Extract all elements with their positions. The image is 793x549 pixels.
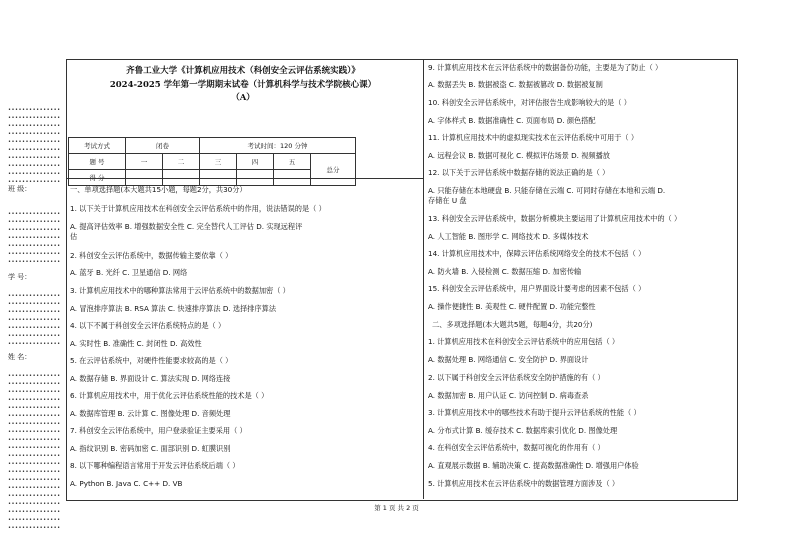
multi-options-1: A. 数据处理 B. 网络通信 C. 安全防护 D. 界面设计: [428, 355, 589, 364]
question-11: 11. 计算机应用技术中的虚拟现实技术在云评估系统中可用于（ ）: [428, 133, 639, 142]
multi-question-2: 2. 以下属于科创安全云评估系统安全防护措施的有（ ）: [428, 373, 605, 382]
question-1: 1. 以下关于计算机应用技术在科创安全云评估系统中的作用，说法错误的是（ ）: [70, 204, 326, 213]
question-6: 6. 计算机应用技术中，用于优化云评估系统性能的技术是（ ）: [70, 391, 269, 400]
page-footer: 第 1 页 共 2 页: [374, 504, 419, 512]
exam-title-line2: 2024-2025 学年第一学期期末试卷（计算机科学与技术学院核心课）: [109, 80, 377, 90]
options-6: A. 数据库管理 B. 云计算 C. 图像处理 D. 音频处理: [70, 409, 231, 418]
exam-time: 考试时间：120 分钟: [200, 138, 356, 154]
binding-line-dots: ••••••••••••••• ••••••••••••••• ••••••••••••••• ••••••••••••••• ••••••••••••••• ••••••••••••••• •••••••••••••••: [8, 293, 61, 347]
options-4: A. 实时性 B. 准确性 C. 封闭性 D. 高效性: [70, 339, 202, 348]
options-13: A. 人工智能 B. 图形学 C. 网络技术 D. 多媒体技术: [428, 232, 589, 241]
exam-title-line3: （A）: [231, 93, 255, 103]
score-label: 得 分: [69, 170, 126, 186]
options-9: A. 数据丢失 B. 数据被盗 C. 数据被篡改 D. 数据被复制: [428, 80, 603, 89]
multi-question-4: 4. 在科创安全云评估系统中，数据可视化的作用有（ ）: [428, 443, 605, 452]
options-5: A. 数据存储 B. 界面设计 C. 算法实现 D. 网络连接: [70, 374, 231, 383]
col-5: 五: [274, 154, 311, 170]
question-15: 15. 科创安全云评估系统中，用户界面设计要考虑的因素不包括（ ）: [428, 284, 646, 293]
multi-question-1: 1. 计算机应用技术在科创安全云评估系统中的应用包括（ ）: [428, 337, 620, 346]
options-3: A. 冒泡排序算法 B. RSA 算法 C. 快速排序算法 D. 选择排序算法: [70, 304, 277, 313]
total-label: 总分: [311, 154, 356, 186]
question-14: 14. 计算机应用技术中，保障云评估系统网络安全的技术不包括（ ）: [428, 249, 646, 258]
col-3: 三: [200, 154, 237, 170]
options-11: A. 远程会议 B. 数据可视化 C. 模拟评估场景 D. 视频播放: [428, 151, 610, 160]
question-2: 2. 科创安全云评估系统中，数据传输主要依靠（ ）: [70, 251, 233, 260]
student-id-label: 学 号：: [8, 273, 32, 281]
col-2: 二: [163, 154, 200, 170]
question-10: 10. 科创安全云评估系统中，对评估报告生成影响较大的是（ ）: [428, 98, 631, 107]
options-10: A. 字体样式 B. 数据准确性 C. 页面布局 D. 颜色搭配: [428, 116, 596, 125]
options-7: A. 指纹识别 B. 密码加密 C. 面部识别 D. 虹膜识别: [70, 444, 231, 453]
exam-mode-label: 考试方式: [69, 138, 126, 154]
header-divider: [66, 178, 423, 179]
question-8: 8. 以下哪种编程语言常用于开发云评估系统后端（ ）: [70, 461, 240, 470]
options-2: A. 蓝牙 B. 光纤 C. 卫星通信 D. 网络: [70, 268, 188, 277]
options-12: A. 只能存储在本地硬盘 B. 只能存储在云端 C. 可同时存储在本地和云端 D.: [428, 186, 666, 195]
binding-line-dots: ••••••••••••••• ••••••••••••••• ••••••••••••••• ••••••••••••••• ••••••••••••••• ••••••••••••••• •••••••••••••••: [8, 211, 61, 265]
binding-line-dots: ••••••••••••••• ••••••••••••••• ••••••••••••••• ••••••••••••••• ••••••••••••••• ••••••••••••••• ••••••••••••••• ••••••••••••••• ••••••••••••••• ••••••••••••••• ••••••••••••••• ••••••••••••••• ••••••••••••••• ••••••••••••••• ••••••••••••••• ••••••••••••••• ••••••••••••••• ••••••••••••••• ••••••••••••••• •••••••••••••••: [8, 373, 61, 531]
section-single-choice: 一、单项选择题(本大题共15小题，每题2分，共30分）: [70, 185, 247, 194]
question-5: 5. 在云评估系统中，对硬件性能要求较高的是（ ）: [70, 356, 233, 365]
options-1-cont: 估: [70, 232, 78, 241]
question-number-label: 题 号: [69, 154, 126, 170]
section-multi-choice: 二、多项选择题(本大题共5题，每题4分，共20分): [432, 320, 593, 329]
class-label: 班 级：: [8, 185, 32, 193]
multi-options-3: A. 分布式计算 B. 缓存技术 C. 数据库索引优化 D. 图像处理: [428, 426, 618, 435]
question-4: 4. 以下不属于科创安全云评估系统特点的是（ ）: [70, 321, 226, 330]
options-12-cont: 存储在 U 盘: [428, 196, 467, 205]
name-label: 姓 名：: [8, 353, 32, 361]
binding-line-dots: ••••••••••••••• ••••••••••••••• ••••••••••••••• ••••••••••••••• ••••••••••••••• ••••••••••••••• ••••••••••••••• ••••••••••••••• ••••••••••••••• •••••••••••••••: [8, 107, 61, 185]
options-1: A. 提高评估效率 B. 增强数据安全性 C. 完全替代人工评估 D. 实现远程评: [70, 222, 303, 231]
exam-mode: 闭卷: [126, 138, 200, 154]
question-3: 3. 计算机应用技术中的哪种算法常用于云评估系统中的数据加密（ ）: [70, 286, 290, 295]
multi-options-2: A. 数据加密 B. 用户认证 C. 访问控制 D. 病毒查杀: [428, 391, 589, 400]
exam-title-line1: 齐鲁工业大学《计算机应用技术（科创安全云评估系统实践）》: [126, 66, 360, 76]
options-15: A. 操作便捷性 B. 美观性 C. 硬件配置 D. 功能完整性: [428, 302, 596, 311]
col-4: 四: [237, 154, 274, 170]
options-14: A. 防火墙 B. 入侵检测 C. 数据压缩 D. 加密传输: [428, 267, 582, 276]
question-7: 7. 科创安全云评估系统中，用户登录验证主要采用（ ）: [70, 426, 247, 435]
question-12: 12. 以下关于云评估系统中数据存储的说法正确的是（ ）: [428, 168, 610, 177]
multi-question-3: 3. 计算机应用技术中的哪些技术有助于提升云评估系统的性能（ ）: [428, 408, 641, 417]
column-divider: [423, 59, 424, 499]
question-13: 13. 科创安全云评估系统中，数据分析模块主要运用了计算机应用技术中的（ ）: [428, 214, 682, 223]
multi-options-4: A. 直观展示数据 B. 辅助决策 C. 提高数据准确性 D. 增强用户体验: [428, 461, 639, 470]
options-8: A. Python B. Java C. C++ D. VB: [70, 479, 183, 488]
col-1: 一: [126, 154, 163, 170]
question-9: 9. 计算机应用技术在云评估系统中的数据备份功能，主要是为了防止（ ）: [428, 63, 663, 72]
multi-question-5: 5. 计算机应用技术在云评估系统中的数据管理方面涉及（ ）: [428, 479, 620, 488]
